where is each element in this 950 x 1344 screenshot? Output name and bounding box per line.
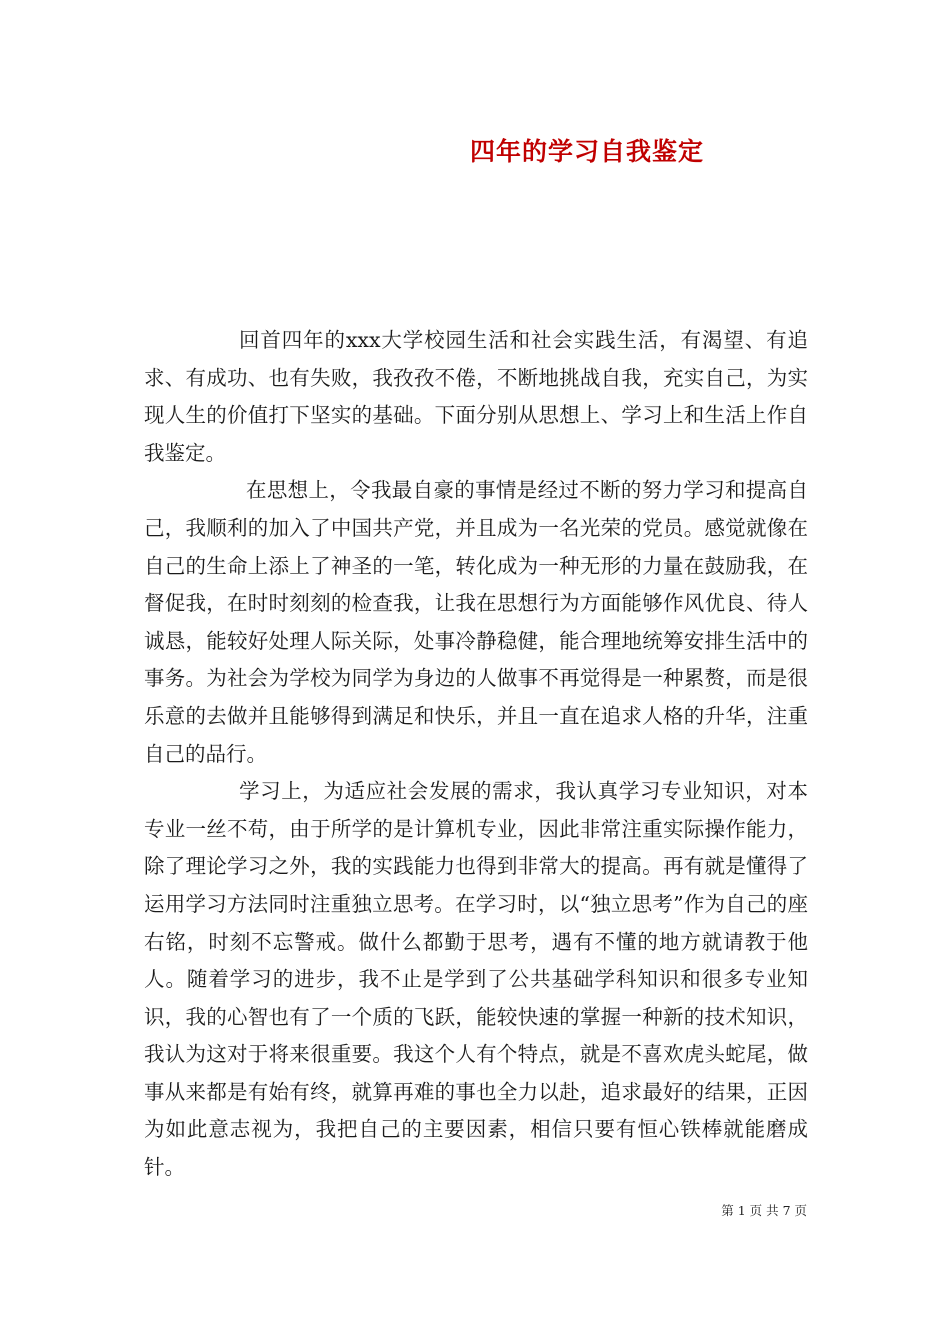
document-title: 四年的学习自我鉴定	[470, 137, 705, 166]
document-body	[144, 322, 808, 1187]
paragraph-ideology: 在思想上，令我最自豪的事情是经过不断的努力学习和提高自己，我顺利的加入了中国共产党，并且成为一名光荣的党员。感觉就像在自己的生命上添上了神圣的一笔，转化成为一种无形的力量在鼓励我，在督促我，在时时刻刻的检查我，让我在思想行为方面能够作风优良、待人诚恳，能较好处理人际关际，处事冷静稳健，能合理地统筹安排生活中的事务。为社会为学校为同学为身边的人做事不再觉得是一种累赘，而是很乐意的去做并且能够得到满足和快乐，并且一直在追求人格的升华，注重自己的品行。	[144, 478, 808, 766]
paragraph-study: 学习上，为适应社会发展的需求，我认真学习专业知识，对本专业一丝不苟，由于所学的是计算机专业，因此非常注重实际操作能力，除了理论学习之外，我的实践能力也得到非常大的提高。再有就是懂得了运用学习方法同时注重独立思考。在学习时，以“独立思考”作为自己的座右铭，时刻不忘警戒。做什么都勤于思考，遇有不懂的地方就请教于他人。随着学习的进步，我不止是学到了公共基础学科知识和很多专业知识，我的心智也有了一个质的飞跃，能较快速的掌握一种新的技术知识，我认为这对于将来很重要。我这个人有个特点，就是不喜欢虎头蛇尾，做事从来都是有始有终，就算再难的事也全力以赴，追求最好的结果，正因为如此意志视为，我把自己的主要因素，相信只要有恒心铁棒就能磨成针。	[144, 779, 808, 1180]
paragraph-intro: 回首四年的xxx大学校园生活和社会实践生活，有渴望、有追求、有成功、也有失败，我孜孜不倦，不断地挑战自我，充实自己，为实现人生的价值打下坚实的基础。下面分别从思想上、学习上和生活上作自我鉴定。	[144, 328, 808, 465]
page-number: 第 1 页 共 7 页	[721, 1203, 807, 1218]
